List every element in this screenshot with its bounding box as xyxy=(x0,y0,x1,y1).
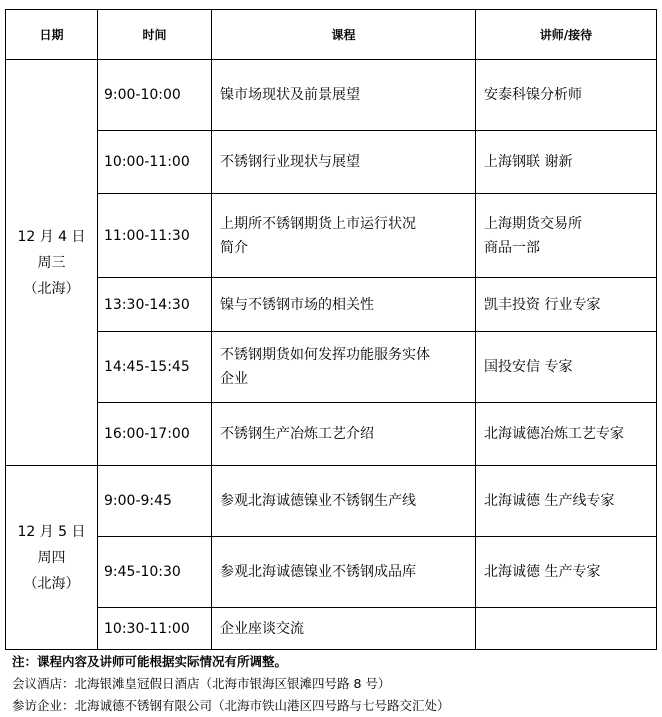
lecturer-line: 北海诚德冶炼工艺专家 xyxy=(484,426,624,442)
course-line: 上期所不锈钢期货上市运行状况 xyxy=(220,215,416,232)
schedule-row xyxy=(6,466,657,537)
date-line: （北海） xyxy=(23,280,80,297)
schedule-row xyxy=(6,537,657,608)
lecturer-cell xyxy=(476,131,657,194)
time-cell: 10:30-11:00 xyxy=(98,608,212,650)
lecturer-cell xyxy=(476,537,657,608)
date-cell xyxy=(6,466,98,650)
lecturer-cell xyxy=(476,278,657,332)
course-cell xyxy=(212,466,476,537)
lecturer-cell xyxy=(476,332,657,403)
course-line: 不锈钢行业现状与展望 xyxy=(220,154,360,170)
course-line: 参观北海诚德镍业不锈钢成品库 xyxy=(220,564,416,580)
course-line: 企业座谈交流 xyxy=(220,620,304,637)
time-cell: 14:45-15:45 xyxy=(98,332,212,403)
course-cell xyxy=(212,332,476,403)
lecturer-line: 上海钢联 谢新 xyxy=(484,154,573,170)
header-row xyxy=(6,10,657,60)
course-cell xyxy=(212,131,476,194)
schedule-row xyxy=(6,131,657,194)
schedule-row xyxy=(6,194,657,278)
schedule-row xyxy=(6,608,657,650)
course-cell xyxy=(212,537,476,608)
course-line: 参观北海诚德镍业不锈钢生产线 xyxy=(220,493,416,509)
lecturer-line: 国投安信 专家 xyxy=(484,359,573,375)
lecturer-line: 北海诚德 生产线专家 xyxy=(484,493,615,509)
lecturer-cell xyxy=(476,466,657,537)
schedule-row xyxy=(6,403,657,466)
course-cell xyxy=(212,194,476,278)
date-cell xyxy=(6,60,98,466)
course-line: 简介 xyxy=(220,239,248,256)
date-line: 周四 xyxy=(37,549,66,566)
hotel-note: 会议酒店：北海银滩皇冠假日酒店（北海市银海区银滩四号路 8 号） xyxy=(12,676,391,691)
header-time: 时间 xyxy=(98,10,212,60)
time-cell: 9:00-10:00 xyxy=(98,60,212,131)
lecturer-cell xyxy=(476,608,657,650)
notes-section xyxy=(12,651,652,717)
lecturer-cell xyxy=(476,60,657,131)
lecturer-line: 上海期货交易所 xyxy=(484,215,582,232)
lecturer-line: 北海诚德 生产专家 xyxy=(484,564,601,580)
course-line: 镍市场现状及前景展望 xyxy=(220,87,360,103)
lecturer-cell xyxy=(476,403,657,466)
time-cell: 16:00-17:00 xyxy=(98,403,212,466)
header-date: 日期 xyxy=(6,10,98,60)
schedule-row xyxy=(6,278,657,332)
lecturer-cell xyxy=(476,194,657,278)
course-line: 不锈钢期货如何发挥功能服务实体 xyxy=(220,347,430,363)
schedule-row xyxy=(6,332,657,403)
time-cell: 9:45-10:30 xyxy=(98,537,212,608)
lecturer-line: 凯丰投资 行业专家 xyxy=(484,296,601,313)
schedule-table xyxy=(5,9,657,650)
date-line: 周三 xyxy=(37,254,66,271)
course-cell xyxy=(212,403,476,466)
date-line: （北海） xyxy=(23,575,80,592)
visit-note: 参访企业：北海诚德不锈钢有限公司（北海市铁山港区四号路与七号路交汇处） xyxy=(12,698,450,713)
lecturer-line: 安泰科镍分析师 xyxy=(484,87,582,103)
time-cell: 9:00-9:45 xyxy=(98,466,212,537)
date-line: 12 月 5 日 xyxy=(17,523,86,540)
adjustment-note: 注：课程内容及讲师可能根据实际情况有所调整。 xyxy=(12,654,288,669)
date-line: 12 月 4 日 xyxy=(17,228,86,245)
course-cell xyxy=(212,278,476,332)
time-cell: 13:30-14:30 xyxy=(98,278,212,332)
course-line: 不锈钢生产冶炼工艺介绍 xyxy=(220,426,374,442)
course-cell xyxy=(212,60,476,131)
course-cell xyxy=(212,608,476,650)
header-lecturer: 讲师/接待 xyxy=(476,10,657,60)
time-cell: 11:00-11:30 xyxy=(98,194,212,278)
course-line: 镍与不锈钢市场的相关性 xyxy=(220,296,374,313)
lecturer-line: 商品一部 xyxy=(484,239,540,256)
header-course: 课程 xyxy=(212,10,476,60)
schedule-row xyxy=(6,60,657,131)
time-cell: 10:00-11:00 xyxy=(98,131,212,194)
course-line: 企业 xyxy=(220,371,248,387)
